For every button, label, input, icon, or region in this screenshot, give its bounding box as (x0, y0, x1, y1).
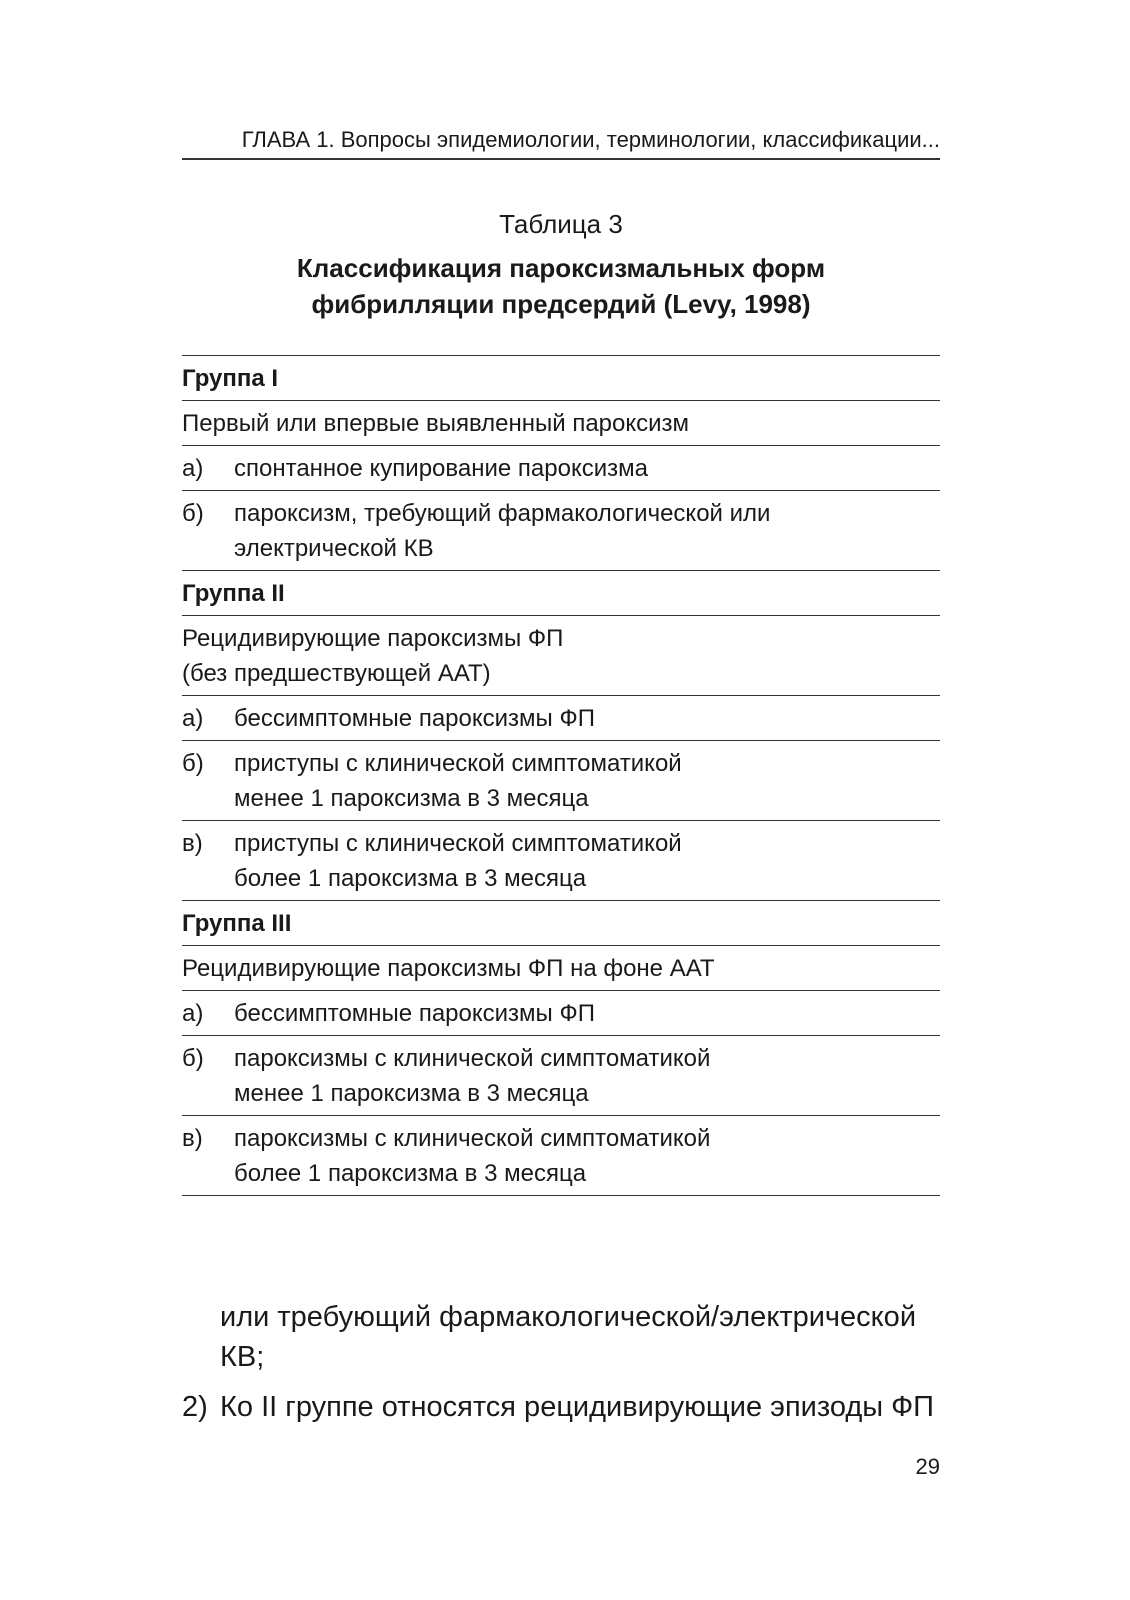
text-line: или требующий фармакологической/электрической (220, 1301, 917, 1333)
subitem-row (182, 1116, 940, 1196)
item-text (234, 746, 940, 816)
table-title-line: фибрилляции предсердий (Levy, 1998) (311, 289, 811, 319)
group-heading: Группа III (182, 910, 292, 937)
body-text (182, 1297, 940, 1427)
group-description-row (182, 401, 940, 446)
item-text (234, 496, 940, 566)
paragraph-number: 2) (182, 1391, 208, 1423)
item-marker: б) (182, 1045, 204, 1072)
text-line: электрической КВ (234, 535, 434, 562)
item-marker: а) (182, 455, 204, 482)
item-text (234, 826, 940, 896)
text-line: пароксизмы с клинической симптоматикой (234, 1125, 711, 1152)
numbered-paragraph (182, 1387, 940, 1427)
text-line: спонтанное купирование пароксизма (234, 455, 648, 482)
text-line: КВ; (220, 1341, 265, 1373)
item-marker: б) (182, 500, 204, 527)
item-marker: в) (182, 1125, 203, 1152)
group-description: Первый или впервые выявленный пароксизм (182, 410, 690, 437)
group-heading-row (182, 356, 940, 401)
text-line: менее 1 пароксизма в 3 месяца (234, 785, 589, 812)
running-header: ГЛАВА 1. Вопросы эпидемиологии, терминологии, классификации... (182, 124, 940, 160)
text-line: бессимптомные пароксизмы ФП (234, 1000, 595, 1027)
group-heading-row (182, 571, 940, 616)
subitem-row (182, 821, 940, 901)
group-heading: Группа I (182, 365, 279, 392)
group-description: (без предшествующей ААТ) (182, 660, 491, 687)
subitem-row (182, 491, 940, 571)
table-number: Таблица 3 (499, 209, 623, 239)
item-text (234, 996, 940, 1031)
text-line: приступы с клинической симптоматикой (234, 830, 682, 857)
item-text (234, 1121, 940, 1191)
group-heading-row (182, 901, 940, 946)
text-line: приступы с клинической симптоматикой (234, 750, 682, 777)
group-description: Рецидивирующие пароксизмы ФП на фоне ААТ (182, 955, 715, 982)
item-text (234, 701, 940, 736)
item-text (234, 1041, 940, 1111)
subitem-row (182, 1036, 940, 1116)
text-line: более 1 пароксизма в 3 месяца (234, 865, 587, 892)
subitem-row (182, 991, 940, 1036)
page-number: 29 (915, 1454, 940, 1479)
table-title (182, 250, 940, 322)
group-description-row (182, 946, 940, 991)
paragraph-text: Ко II группе относятся рецидивирующие эпизоды ФП (220, 1391, 935, 1423)
subitem-row (182, 741, 940, 821)
text-line: пароксизм, требующий фармакологической или (234, 500, 771, 527)
item-marker: б) (182, 750, 204, 777)
subitem-row (182, 696, 940, 741)
table-title-line: Классификация пароксизмальных форм (296, 253, 826, 283)
item-marker: а) (182, 705, 204, 732)
subitem-row (182, 446, 940, 491)
group-heading: Группа II (182, 580, 285, 607)
text-line: бессимптомные пароксизмы ФП (234, 705, 595, 732)
item-text (234, 451, 940, 486)
group-description-row (182, 616, 940, 696)
text-line: пароксизмы с клинической симптоматикой (234, 1045, 711, 1072)
classification-table (182, 355, 940, 1196)
item-marker: в) (182, 830, 203, 857)
item-marker: а) (182, 1000, 204, 1027)
text-line: менее 1 пароксизма в 3 месяца (234, 1080, 589, 1107)
text-line: более 1 пароксизма в 3 месяца (234, 1160, 587, 1187)
continuation-paragraph (182, 1297, 940, 1377)
group-description: Рецидивирующие пароксизмы ФП (182, 625, 564, 652)
